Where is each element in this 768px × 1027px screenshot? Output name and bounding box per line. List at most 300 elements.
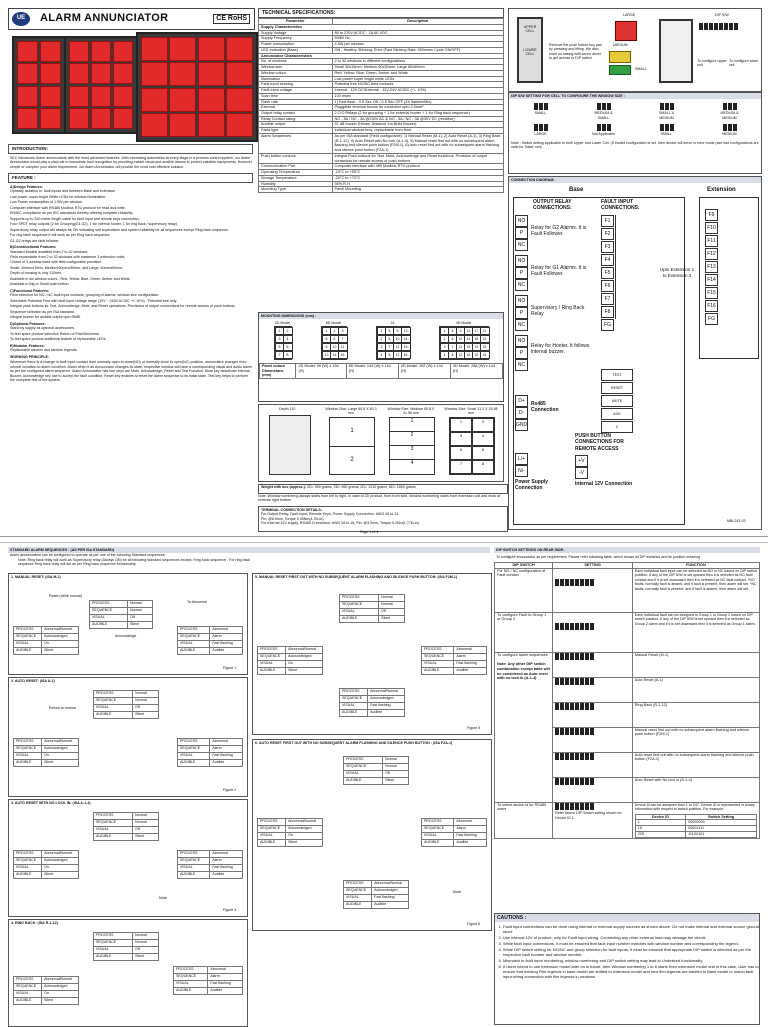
sequence-manual-reset [8,573,248,675]
col-function: FUNCTION [632,562,759,568]
sequence-title: 1. MANUAL RESET: (ISA M-1) [11,575,61,579]
mute-label: Mute [453,890,461,894]
list-item: Field selection for NO / NC fault input contacts, grouping of alarms, window size configuration. [10,293,160,298]
large-window: 1 2 [329,417,375,475]
sequences-note: Note: Ring back relay will work as Supervisory relay (Always ON) for all following standard sequences except, Ring back sequence - For ring back sequence Ring back relay will act as per Ring back sequence functionality. [18,557,251,567]
cell: ON - Healthy; Blinking: Error (Fast Blinking Rate: 500msec Cycle ON/OFF) [332,47,504,53]
cell: Each individual fault can be assigned to Group 1 or Group 2 based on DIP switch position. If any of the DIP S/W is set upward then it is selected as Group 2 alarm and if it is set downward then it is selected as Group 1 alarm. [632,612,759,652]
state-table-ack: PROCESS Abnormal/Normal SEQUENCE Acknowledged VISUAL On AUDIBLE Silent [13,850,79,879]
list-item: Field expandable from 2 to 32 windows with maximum 3 extension units. [10,255,126,259]
relay-g1-label: Relay for G1 Alarms. It is Fault Follower. [531,265,587,278]
model-8d [321,321,347,359]
list-item: To feel spare product additional feature of replaceable LEDs. [10,337,107,342]
cautions-list [495,924,759,979]
window-size-drawings [258,404,504,482]
cell: Potential free NO/NC field contacts [332,82,504,88]
model-label: 8D Model [325,321,342,326]
output-relay-heading: OUTPUT RELAY CONNECTIONS: [533,199,572,212]
state-table-ack: PROCESS Abnormal/Normal SEQUENCE Acknowledged VISUAL On AUDIBLE Silent [13,976,79,1005]
list-item: 5. Mismatch in fault input numbering, window numbering and DIP switch setting may lead to Undesired functionality. [503,958,759,963]
list-item: Low Power consumption of 1.5W per window. [10,200,83,205]
hooter-label: Relay for Hooter. It follows internal buzzer. [531,343,590,356]
state-table-first-out: PROCESS Abnormal/Normal SEQUENCE Acknowledged VISUAL Fast flashing AUDIBLE Audible [339,688,405,717]
figure-label: Figure 3 [223,908,237,912]
terminal-heading: TERMINAL CONNECTION DETAILS: [261,508,322,512]
fault-terminal: F2 [601,228,614,240]
cell: NO - 5A / NC - 3A @230V AC & NO - 5A / NC - 3A @30V DC (resistive) [332,116,504,122]
opt-list [10,326,253,341]
window-small-label: Window Size: Small 31.3 X 15.98 mm [444,407,498,416]
cell: Small 30x15mm, Medium 60x30mm, Large 60x60mm [332,65,504,71]
dip-visual [553,752,633,777]
cell: Scan time [259,93,333,99]
cell: 8D Model: 144 (W) x 144 (H) [346,363,398,378]
window-medium-label: Window Size: Medium 60.8 X 31.56 mm [387,407,435,416]
push-button-label: PUSH BUTTON CONNECTIONS FOR REMOTE ACCESS [575,433,624,452]
list-item: 2. Use internal 12V of product, only for Fault input wiring. Connecting any other external load may damage the circuit. [503,935,759,940]
terminal: +V [575,455,588,467]
list-item: Stand by supply as optional accessories. [10,326,75,331]
col-switch: DIP SWITCH [495,562,553,568]
connection-diagram [508,176,762,530]
list-item: 4. While DIP switch setting for NO/NC and group selection for fault inputs, it must be ensured that appropriate DIP switch is selected as per the respective fault number and window number. [503,947,759,957]
terminal: ACK [601,408,633,420]
dip-option: MEDIUM & MEDIUM [716,103,744,120]
fault-terminal: F12 [705,248,718,260]
page-title: ALARM ANNUNCIATOR [40,12,169,25]
cell: Low power super bright white LEDs [332,76,504,82]
cell: Auto reset first out with no subsequent alarm flashing and silence push button (F2A-1) [632,752,759,777]
cell: Internal - 12V DC/External - 12V-24V AC/DC (+/- 10%) [332,88,504,94]
dip-intro: To configure annunciator as per requirement, Please refer following table, which shows all DIP switches and its position meaning [496,555,701,560]
model-grids [259,321,503,359]
list-item: To feel spare product selection Return of Plan/Universal. [10,331,100,336]
cell: -10°C to +55°C [332,170,504,176]
state-table-ack: PROCESS Abnormal/Normal SEQUENCE Acknowledged VISUAL On AUDIBLE Silent [257,646,323,675]
cell: External [259,105,333,111]
terminal: C [601,421,633,433]
fault-terminal: F7 [601,293,614,305]
cell: LED Indication (Base) [259,47,333,53]
relay-g2-label: Relay for G2 Alarms. It is Fault Follower. [531,225,587,238]
annunciator-2x4-image [12,36,66,134]
cell: 97 dB buzzer (Hooter Distance 1m Build Buzzer) [332,122,504,128]
col-param: Parameter [259,19,333,25]
mounting-dimensions [258,312,504,402]
state-table-normal: PROCESS Normal SEQUENCE Normal VISUAL Off AUDIBLE Silent [343,756,409,785]
annunciator-3x4-image [64,36,138,134]
dip-heading: DIP SWITCH SETTINGS ON REAR SIDE: [494,547,760,553]
terminal: NC [515,279,528,291]
list-item: Supervisory relay output will always be ON indicating self supervision and system reliability for all sequences except Ring back sequence. [10,227,229,232]
cell: To configure Fault to Group 1 or Group 2 [495,612,553,652]
cell: 2 to 32 windows in different configurations [332,59,504,65]
terminal: P [515,267,528,279]
dip-cell-options [509,103,761,120]
cell: Relay Contact rating [259,116,333,122]
dip-visual: Refer Above DIP Switch setting shown for Device ID 1 [553,802,633,838]
weight-value: 2D= 900 grams, 2D= 960 grams, 2D= 1310 grams, 8D= 1800 grams [307,485,416,489]
cell: Red, Yellow, Blue, Green, Amber and White [332,70,504,76]
base-label: Base [569,187,584,193]
terminal-line: Pin: @8.5mm, Torque 0.35Nm(4.7lb-in) [261,516,324,521]
terminal: GND [515,419,528,431]
working-heading: WORKING PRINCIPLE: [10,354,50,359]
table-row [259,187,504,193]
cell: 1) Fast flash - 0.5 Sec ON / 0.5 Sec OFF (4X flashes/Min) [332,99,504,105]
dip-visual [553,727,633,752]
medium-label: MEDIUM [613,43,628,47]
figure-label: Figure 5 [467,726,481,730]
window-grid: 1 5 9 13 2 6 10 14 3 7 11 15 4 8 12 16 [376,326,410,360]
table-row [495,568,760,612]
mounting-note: Note: Window numbering always starts from left to right. In case of 2D product, from front side, window numbering starts from extension unit and ends at extreme right bottom. [258,494,501,503]
terminal: TEST [601,369,633,381]
model-label: 2D Model [274,321,291,326]
internal-12v-label: Internal 12V Connection [575,481,633,487]
dip-sw-label: DIP S/W [715,13,729,17]
cell: Panel Mounting [332,187,504,193]
terminal: P [515,307,528,319]
terminal: RESET [601,382,633,394]
dip-cell-settings [508,92,762,174]
input-bus-line [615,215,616,319]
list-item: Four SPDT relay outputs (2 for Grouping(G1,G2), 1 for Internal hooter, 1 for ring back / supervisory relay). [10,222,178,227]
state-table-alarm: PROCESS Abnormal SEQUENCE Alarm VISUAL Fast flashing AUDIBLE Audible [421,818,487,847]
const-list [10,250,253,287]
list-item: Optically isolation in: fault inputs and between Base and extension [10,189,116,194]
list-item: EN/IEC compliance as per IEC standards thereby offering complete reliability. [10,211,134,216]
cell: Push button controls [259,153,333,163]
cell: Pluggable terminal blocks for conductor upto 2.5mm² [332,105,504,111]
cell: Storage Temperature [259,175,333,181]
cell: To select device id for RS485 users [495,802,553,838]
figure-label: Figure 1 [223,666,237,670]
fault-terminal: FG [601,319,614,331]
table-row [259,133,504,153]
sequence-title: 5. MANUAL RESET FIRST OUT WITH NO SUBSEQUENT ALARM FLASHING AND SILENCE PUSH BUTTON: (ISA F2M-1) [255,575,458,579]
state-table-ack: PROCESS Abnormal/Normal SEQUENCE Acknowledged VISUAL On AUDIBLE Silent [257,818,323,847]
cell: 95% R.H. [332,181,504,187]
cell: Ring Back (R-1-12) [632,702,759,727]
terminal-line: For Output Relay, Fault Input, Remote Keys, Power Supply Connection: AWG 26 to 13, [261,512,400,517]
table-row [495,612,760,652]
rs485-label: Rs485 Connection [531,401,559,414]
list-item: Computer interface with RS485 Modbus RTU protocol for read and write. [10,205,126,210]
working-text: Whenever there is a change in fault input contact from normally open to close(NO) or normally close to open(NC) position, annunciator changes from normal condition to alarm condition. Alarm when it as Annunciator changes its state, respective window will have a corresponding visual and audio alarm as per the configured alarm sequence. Alarm Annunciator has four keys are Mute, Acknowledge, Reset and Test Function. Mute key deactivate internal Buzzer, Acknowledge key use to accept the fault condition, Reset key enables to reset the alarm sequence to its initial state. Test key helps to perform the complete test of the system. [10,360,252,383]
panel-cutout-label: Panel cutout Dimensions (mm) [260,363,296,378]
list-item: Integral push buttons for Test, Acknowledge, Mute, and Reset operations. Provisions of output connections for remote access of push buttons. [10,304,236,309]
cell: Integral Push buttons for Test, Mute, Acknowledge and Reset functions. Provision of output contactors for remote access of push buttons [332,153,504,163]
fault-terminal: F4 [601,254,614,266]
model-label: 4D Model [455,321,472,326]
small-window-sample [609,65,631,75]
fault-terminal: F16 [705,300,718,312]
intro-heading: INTRODUCTION: [8,144,253,154]
cell: 100 msec [332,93,504,99]
list-item: Available in Big or Small push button. [10,282,70,287]
cell: 4D Model: 288 (W) x 144 (H) [450,363,502,378]
specs-table [258,18,504,193]
window-grid: 1 5 9 13 17 21 2 6 10 14 18 22 3 7 11 15 19 23 4 8 12 16 20 24 [439,326,489,360]
list-item: Replaceable window and window legends. [10,348,78,353]
doc-code: MBL243-02 [727,519,746,523]
annun-heading: Annunciator Characteristics [259,53,504,59]
cell: Fault input voltage [259,88,333,94]
cell: Alarm Sequences [259,133,333,153]
dip-visual [553,702,633,727]
mod-heading: E)Modular Features: [10,343,45,348]
cell: Computer interface with 485 Modbus RTU protocol [332,164,504,170]
cell: Power consumption [259,42,333,48]
list-item: Choice of 3 window sizes with field configurable provision. [10,260,103,265]
sequence-ring-back [8,919,248,1027]
model-label: 24 [390,321,395,326]
window-large-label: Window Size: Large 60.8 X 60.3 mm [325,407,377,416]
state-table-normal: PROCESS Normal SEQUENCE Normal VISUAL Off AUDIBLE Silent [89,600,153,629]
design-list [10,189,253,243]
base-unit [513,197,685,525]
list-item: Low power, super bright White LEDs for window illumination. [10,194,107,199]
cell: Auto Reset (A-1) [632,677,759,702]
list-item: 3. While fault input connections, it must be ensured that fault input number matches with window number and corresponding the legend. [503,941,759,946]
supply-heading: Supply Characteristics [259,24,504,30]
figure-label: Figure 2 [223,788,237,792]
cell: 4.5W per window [332,42,504,48]
dip-option: SMALL [527,103,555,120]
relay-terminals [515,215,528,371]
state-table-alarm: PROCESS Abnormal SEQUENCE Alarm VISUAL Fast flashing AUDIBLE Audible [173,966,243,995]
mute-label: Mute [159,896,167,900]
terminal: NC [515,239,528,251]
list-item: Standard Models available from 2 to 32 windows. [10,249,89,254]
state-table-ack: PROCESS Abnormal/Normal SEQUENCE Acknowledged VISUAL On AUDIBLE Silent [13,738,79,767]
mounting-heading: MOUNTING DIMENSIONS (mm) : [259,313,503,319]
list-item: Depth of housing is only 110mm. [10,271,63,276]
cell: Each individual fault input can be selected as NO or NC based on DIP switch position. If any of the DIP S/W is set upward then it is selected as NO fault contact and if it is set downward then it is selected as NC fault contact. *NO faults, normally fault is absent, and if fault is present, then alarm will set. *NC faults, normally fault is present, and if fault is absent, then alarm will set. [632,568,759,612]
cell: As per ISA standard (Field configurable): 1) Manual Reset (M-1), 2) Auto Reset (A-1), 3) Ring Back (R-1-12), 4) Auto Reset with No lock (A-1-4), 5) Manual reset first out with no subsequent alarm flashing and silence push button (F2M-1), 6) Auto reset first out with no subsequent alarm flashing and silence push button (F2A-1) [332,133,504,153]
cell: Window size [259,65,333,71]
fault-terminal: F5 [601,267,614,279]
cell: Supply Frequency [259,36,333,42]
connection-heading: CONNECTION DIAGRAM: [509,177,761,183]
dip-table [494,562,760,839]
cell: 2 C/O Relays (2 for grouping + 1 for external hooter + 1 for Ring back sequence) [332,111,504,117]
terminal: NC [515,359,528,371]
cell: Audible output [259,122,333,128]
window-grid: 1 2 3 5 6 7 9 10 11 13 14 15 [321,326,347,360]
sequence-auto-reset [8,677,248,797]
fault-terminal: FG [705,313,718,325]
large-window-sample [615,21,637,41]
rs485-terminals [515,395,528,431]
cell: 2D Model: 96 (W) x 136 (H) [296,363,346,378]
fault-terminal: F3 [601,241,614,253]
cell: Manual reset first out with no subsequent alarm flashing and silence push button (F2M-1) [632,727,759,752]
model-4d [439,321,489,359]
state-table-normal: PROCESS Normal SEQUENCE Normal VISUAL Off AUDIBLE Silent [93,690,159,719]
table-row [495,652,760,677]
list-item: Sequence selection as per ISA standard. [10,309,75,314]
cell: Humidity [259,181,333,187]
fault-terminal: F1 [601,215,614,227]
terminal: P [515,347,528,359]
cell: Individual window lens, replaceable from front [332,128,504,134]
push-button-terminals [601,369,633,433]
base-fault-inputs [601,215,614,331]
table-row [495,802,760,838]
cell: Fault input sensing [259,82,333,88]
sequence-title: 2. AUTO RESET: (ISA A-1) [11,679,55,683]
list-item: Small: 30mmx15mm, Medium:60mmx30mm, and Large: 60mmx60mm. [10,265,124,270]
terminal: NO [515,335,528,347]
state-table-normal: PROCESS Normal SEQUENCE Normal VISUAL Off AUDIBLE Silent [339,594,405,623]
list-item: 6. If users intend to use extension model later on in future, then Window numbering 1 to 8 starts from extension model and in this case, User has to ensure that existing Film legends in base model are shifted to extension model and new film legends are labeled to Base model to match fault input wiring connection with film legends in windows. [503,964,759,979]
dip-cell-heading: DIP S/W SETTING FOR CELL TO CONFIGURE THE WINDOW SIZE : [509,93,761,99]
dip-switch-image [699,23,738,30]
state-table-alarm: PROCESS Abnormal SEQUENCE Alarm VISUAL Fast flashing AUDIBLE Audible [177,850,243,879]
intro-text: SEC introduces Alarm annunciators with the most advanced features. With increasing automation at every stage in a process control system, our Alarm Annunciator would play a vital role in immediate fault recognition by providing instant visual and audible alarms to protect valuable equipments. However simple or complex your alarm requirement, our Alarm Annunciator will provide the most cost effective solution. [10,155,252,169]
internal-12v-terminals [575,455,588,479]
cell: To configure alarm sequences Note: Any other DIP switch combination except table will be considered as Auto reset with no lock in (A-1-4) [495,652,553,802]
extension-label: Extension [707,187,736,193]
table-row [259,153,504,163]
terminal: NO [515,215,528,227]
medium-window-sample [609,51,631,63]
datasheet-page-2 [0,542,768,1025]
fault-terminal: F14 [705,274,718,286]
cell: 50/60 Hz [332,36,504,42]
fault-terminal: F13 [705,261,718,273]
terminal: NO [515,295,528,307]
opt-heading: D)Optional Features: [10,321,46,326]
configure-lower-label: To configure lower cell [729,59,759,68]
cell: Supply Voltage [259,30,333,36]
depth-label: Depth 110 [279,407,296,411]
state-table-first-out: PROCESS Abnormal/Normal SEQUENCE Acknowledged VISUAL Fast flashing AUDIBLE Audible [343,880,409,909]
device-id-table: Device ID Switch Setting 1 00000001 15 00001111 229 11100101 [635,814,757,838]
title-bar [8,8,255,30]
dip-option: Not Applicable [590,124,618,136]
cell: Operating Temperature [259,170,333,176]
window-grid: 1 2 3 4 5 6 7 8 [274,326,292,360]
cell: For NO / NC configuration of Fault contact [495,568,553,612]
terminal: NO [515,255,528,267]
dip-option: LARGE [527,124,555,136]
fault-terminal: F6 [601,280,614,292]
state-table-normal: PROCESS Normal SEQUENCE Normal VISUAL Off AUDIBLE Silent [93,932,159,961]
ext-fault-inputs [705,209,718,325]
list-item: For ring back sequence it will work as per Ring back sequence. [10,233,111,238]
cell: Illumination [259,76,333,82]
state-table-alarm: PROCESS Abnormal SEQUENCE Alarm VISUAL Fast flashing AUDIBLE Audible [177,626,243,655]
state-table-alarm: PROCESS Abnormal SEQUENCE Alarm VISUAL Fast flashing AUDIBLE Audible [421,646,487,675]
terminal: NC [515,319,528,331]
state-table-normal: PROCESS Normal SEQUENCE Normal VISUAL Off AUDIBLE Silent [93,812,159,841]
window-config-images [508,8,762,92]
page-number: Page 1 of 4 [360,530,379,534]
remove-note: Remove the push button key pad by pressing and lifting. We also mark on casing with screw driver to get access to DIP switch [549,43,602,61]
fault-terminal: F8 [601,306,614,318]
dip-option: MEDIUM [716,124,744,136]
configure-upper-label: To configure upper unit [697,59,727,68]
terminal: L/+ [515,453,528,465]
cell: Mounting Type [259,187,333,193]
sequences-intro: Alarm annunciators can be configured to operate as per one of the following Standard sequences. [10,553,166,558]
large-label: LARGE [623,13,636,17]
model-24 [376,321,410,359]
tech-specs [258,8,504,304]
dip-visual [553,677,633,702]
cell-drawing: UPPER CELL LOWER CELL [517,17,543,83]
list-item: 1. Fault input connections can be done using internal or external supply sources as shown above. Do not make internal and external source ground short. [503,924,759,934]
terminal: P [515,227,528,239]
fault-terminal: F15 [705,287,718,299]
sequences-heading: STANDARD ALARM SEQUENCES : (AS PER ISA STANDARD) [8,547,490,553]
sequence-f2m1 [252,573,492,735]
terminal-line: For Internal 12V supply, RS485 Connection: AWG 28 to 16, Pin: @3.5mm, Torque 0.2Nm(1.77lb-in) [261,521,419,526]
terminal: D+ [515,395,528,407]
const-heading: B)Constructional Features: [10,245,57,250]
fault-input-heading: FAULT INPUT CONNECTIONS: [601,199,640,212]
fault-terminal: F11 [705,235,718,247]
func-heading: C)Functional Features: [10,288,50,293]
acknowledge-label: Acknowledge [115,634,137,638]
fault-terminal: F9 [705,209,718,221]
col-setting: SETTING [553,562,633,568]
list-item: Supports up to 200 meter length cable for fault input and remote keys connection. [10,216,140,221]
sequence-title: 4. RING BACK: (ISA R-1-12) [11,921,58,925]
terminal: N/- [515,465,528,477]
cert-marks: CE RoHS [213,14,250,25]
dip-visual [553,652,633,677]
dip-switch-settings [494,547,760,907]
cell: Device id can be assigned from 1 to 247. Device ID is represented in binary information with respect to switch position. For example, Device ID Switch Setting 1 00000001 15 00001111 229 11100101 [632,802,759,838]
cell: -20°C to +70°C [332,175,504,181]
cell: Communication Port [259,164,333,170]
power-supply-label: Power Supply Connection [515,479,549,492]
cutout-table [259,363,503,379]
weight-row [258,484,508,494]
dip-option: SMALL [653,124,681,136]
model-2d [274,321,292,359]
specs-heading: TECHNICAL SPECIFICATIONS: [258,8,504,18]
cautions-heading: CAUTIONS : [495,914,759,922]
upto-extension-label: Upto Extension 1 to Extension 3 [659,267,695,278]
dip-option: MEDIUM & SMALL [590,103,618,120]
small-label: SMALL [635,67,647,71]
cautions [494,913,760,1025]
sequence-auto-reset-no-lock [8,799,248,917]
dip-option: SMALL & MEDIUM [653,103,681,120]
dip-visual [553,777,633,802]
figure-label: Figure 6 [467,922,481,926]
col-desc: Description [332,19,504,25]
fault-terminal: F10 [705,222,718,234]
dip-visual [553,612,633,652]
to-abnormal-label: To Abnormal [187,600,207,604]
cell: Flash rate [259,99,333,105]
terminal-details [258,506,508,532]
side-view-drawing [269,415,311,475]
cell: 85 to 270V AC/DC [334,30,366,35]
cell-rear-drawing [659,19,693,83]
feature-heading: FEATURE : [8,173,253,183]
design-heading: A)Design Features: [10,184,43,189]
supervisory-label: Supervisory / Ring Back Relay [531,305,585,318]
mod-list [10,348,253,352]
sequence-f2a1 [252,739,492,931]
